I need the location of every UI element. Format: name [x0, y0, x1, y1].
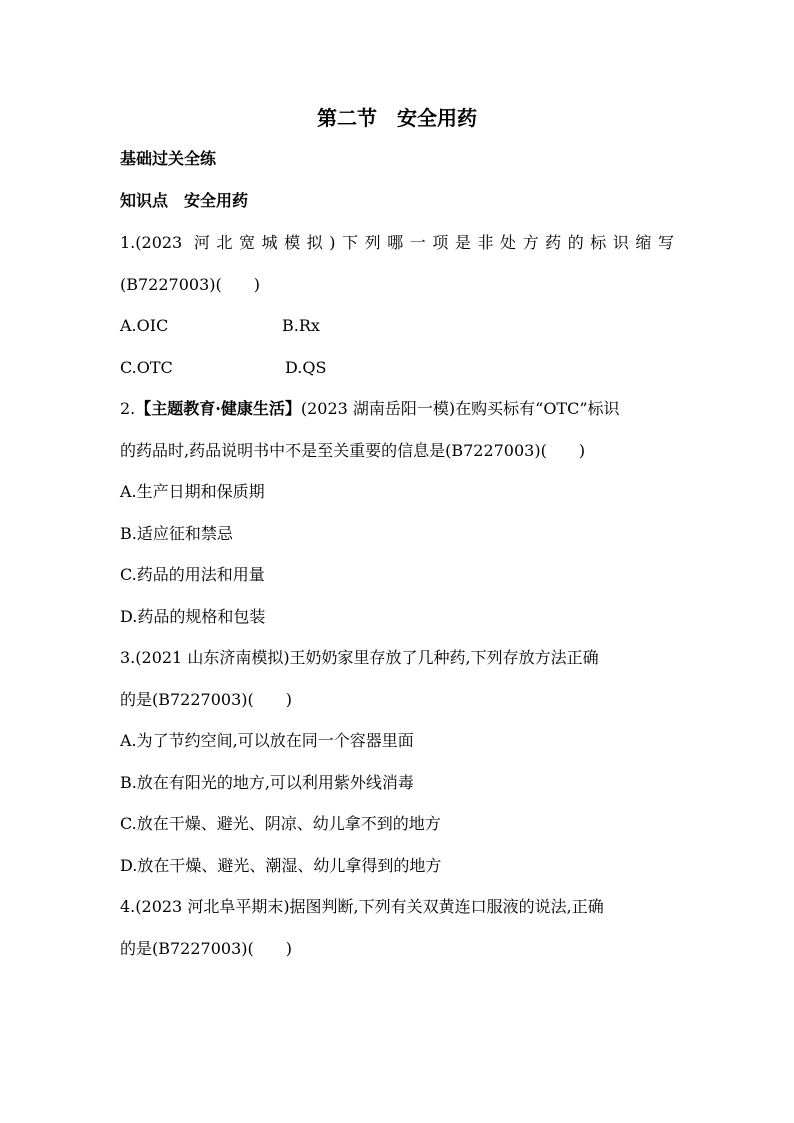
question-2-tag: 【主题教育·健康生活】: [135, 399, 301, 418]
question-1-option-a: A.OIC: [120, 316, 169, 335]
question-3-line-1: 3.(2021 山东济南模拟)王奶奶家里存放了几种药,下列存放方法正确: [120, 648, 599, 667]
question-1-line-2: (B7227003)( ): [120, 275, 260, 294]
question-2-line-2: 的药品时,药品说明书中不是至关重要的信息是(B7227003)( ): [120, 441, 586, 460]
question-2-option-a: A.生产日期和保质期: [120, 482, 265, 501]
question-3-option-c: C.放在干燥、避光、阴凉、幼儿拿不到的地方: [120, 814, 441, 833]
question-3-option-a: A.为了节约空间,可以放在同一个容器里面: [120, 731, 414, 750]
question-2-option-d: D.药品的规格和包装: [120, 607, 266, 626]
question-4-line-2: 的是(B7227003)( ): [120, 939, 292, 958]
question-2-number: 2.: [120, 399, 136, 418]
section-heading: 基础过关全练: [120, 149, 217, 168]
question-2-line-1-text: (2023 湖南岳阳一模)在购买标有“OTC”标识: [300, 399, 620, 418]
question-1-option-c: C.OTC: [120, 358, 173, 377]
page-title: 第二节 安全用药: [317, 106, 477, 130]
question-3-line-2: 的是(B7227003)( ): [120, 690, 292, 709]
question-2-option-c: C.药品的用法和用量: [120, 565, 265, 584]
question-1-line-1: 1.(2023 河北宽城模拟)下列哪一项是非处方药的标识缩写: [120, 233, 674, 252]
question-4-line-1: 4.(2023 河北阜平期末)据图判断,下列有关双黄连口服液的说法,正确: [120, 897, 604, 916]
question-1-option-b: B.Rx: [282, 316, 320, 335]
topic-heading: 知识点 安全用药: [120, 191, 249, 210]
question-3-option-d: D.放在干燥、避光、潮湿、幼儿拿得到的地方: [120, 856, 442, 875]
question-3-option-b: B.放在有阳光的地方,可以利用紫外线消毒: [120, 773, 414, 792]
question-2-line-1: [120, 398, 674, 420]
question-1-option-d: D.QS: [285, 358, 327, 377]
question-2-option-b: B.适应征和禁忌: [120, 524, 233, 543]
